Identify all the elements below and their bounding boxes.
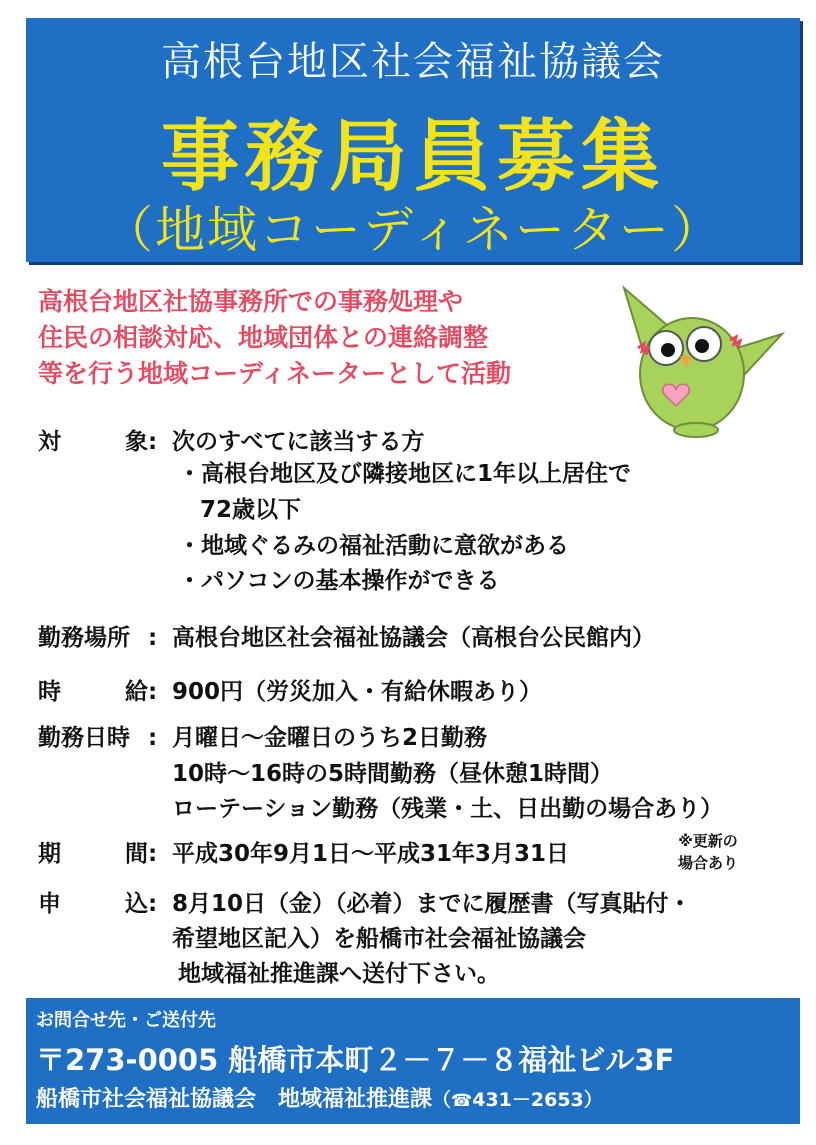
contact-address: 〒273-0005 船橋市本町２－７－８福祉ビル3F <box>36 1043 675 1077</box>
colon: : <box>148 429 158 455</box>
target-item-3: ・パソコンの基本操作ができる <box>178 568 500 594</box>
label-period: 期 間 <box>38 841 148 867</box>
contact-label: お問合せ先・ご送付先 <box>36 1010 216 1031</box>
label-apply: 申 込 <box>38 891 148 917</box>
intro-line: 高根台地区社協事務所での事務処理や <box>38 287 464 316</box>
value-wage: 900円（労災加入・有給休暇あり） <box>172 679 543 705</box>
target-item-1b: 72歳以下 <box>200 497 302 523</box>
header-subtitle: （地域コーディネーター） <box>103 201 723 259</box>
label-schedule: 勤務日時 <box>38 725 130 751</box>
colon: : <box>148 841 158 867</box>
target-item-1: ・高根台地区及び隣接地区に1年以上居住で <box>178 461 632 487</box>
colon: : <box>148 679 158 705</box>
value-schedule-1: 月曜日～金曜日のうち2日勤務 <box>172 725 488 751</box>
header-banner <box>26 18 800 262</box>
value-apply-2: 希望地区記入）を船橋市社会福祉協議会 <box>172 926 586 952</box>
owl-mascot-icon <box>604 282 790 438</box>
intro-text <box>38 284 618 392</box>
target-item-2: ・地域ぐるみの福祉活動に意欲がある <box>178 533 569 559</box>
value-workplace: 高根台地区社会福祉協議会（高根台公民館内） <box>172 625 655 651</box>
label-workplace: 勤務場所 <box>38 625 130 651</box>
header-org: 高根台地区社会福祉協議会 <box>161 39 665 85</box>
colon: : <box>148 891 158 917</box>
value-schedule-3: ローテーション勤務（残業・土、日出勤の場合あり） <box>172 796 724 822</box>
value-apply-3: 地域福祉推進課へ送付下さい。 <box>178 961 500 987</box>
intro-line: 住民の相談対応、地域団体との連絡調整 <box>38 323 489 352</box>
colon: : <box>148 725 158 751</box>
phone-icon: ☎ <box>451 1091 473 1111</box>
intro-line: 等を行う地域コーディネーターとして活動 <box>38 359 512 388</box>
period-note: ※更新の 場合あり <box>677 832 738 872</box>
contact-dept: 船橋市社会福祉協議会 地域福祉推進課 <box>36 1087 433 1112</box>
value-apply-1: 8月10日（金）（必着）までに履歴書（写真貼付・ <box>172 891 692 917</box>
contact-tel: 431－2653 <box>472 1089 584 1111</box>
header-title: 事務局員募集 <box>160 112 665 202</box>
label-target: 対 象 <box>38 429 148 455</box>
value-schedule-2: 10時～16時の5時間勤務（昼休憩1時間） <box>172 761 614 787</box>
label-wage: 時 給 <box>38 679 148 705</box>
value-target: 次のすべてに該当する方 <box>172 429 425 455</box>
footer-contact <box>26 998 800 1124</box>
contact-dept-line: 船橋市社会福祉協議会 地域福祉推進課（☎431－2653） <box>36 1087 603 1112</box>
colon: : <box>148 625 158 651</box>
value-period: 平成30年9月1日～平成31年3月31日 <box>172 841 570 867</box>
